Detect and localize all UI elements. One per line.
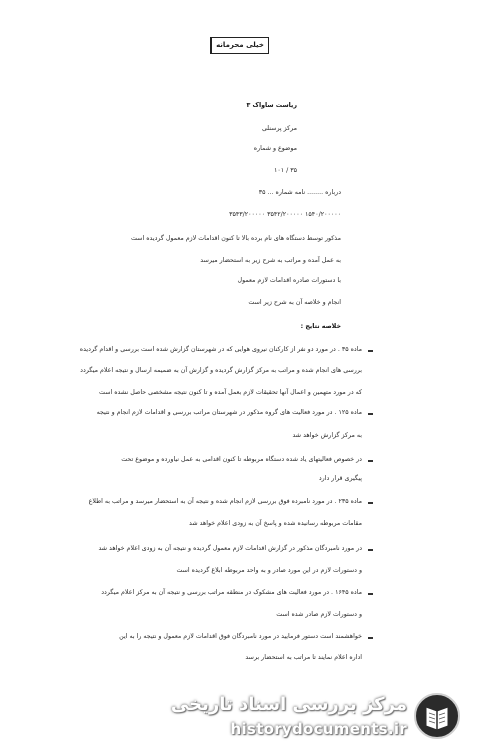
paragraph-5-line-1: در مورد نامبردگان مذکور در گزارش اقدامات لازم معمول گردیده و نتیجه آن به زودی اعلام خواهد شد xyxy=(98,545,362,552)
intro-line-1: مذکور توسط دستگاه های نام برده بالا تا کنون اقدامات لازم معمول گردیده است xyxy=(131,235,341,242)
classification-stamp: خیلی محرمانه xyxy=(210,37,269,54)
paragraph-2-line-2: به مرکز گزارش خواهد شد xyxy=(292,432,362,439)
recipient-line-3: موضوع و شماره xyxy=(253,145,297,152)
paragraph-5-line-2: و دستورات لازم در این مورد صادر و به واحد مربوطه ابلاغ گردیده است xyxy=(176,567,362,574)
paragraph-3-line-2: پیگیری قرار دارد xyxy=(318,475,362,482)
paragraph-1-line-2: بررسی های انجام شده و مراتب به مرکز گزارش گردیده و گزارش آن به ضمیمه ارسال و نتیجه اعلام میگردد xyxy=(80,367,362,374)
bullet-marker xyxy=(368,350,373,352)
paragraph-7-line-1: خواهشمند است دستور فرمایید در مورد نامبردگان فوق اقدامات لازم معمول و نتیجه را به این xyxy=(119,633,362,640)
bullet-marker xyxy=(368,549,373,551)
bullet-marker xyxy=(368,502,373,504)
paragraph-7-line-2: اداره اعلام نمایند تا مراتب به استحضار برسد xyxy=(245,654,362,661)
paragraph-2-line-1: ماده ۱۲۵ . در مورد فعالیت های گروه مذکور در شهرستان مراتب بررسی و اقدامات لازم انجام و نتیجه xyxy=(96,409,362,416)
paragraph-1-line-3: که در مورد متهمین و اعمال آنها تحقیقات لازم بعمل آمده و تا کنون نتیجه مشخصی حاصل نشده است xyxy=(99,389,362,396)
recipient-line-2: مرکز پرسنلی xyxy=(261,125,297,132)
reference-line-2: ۱۵۴۰/۲۰۰۰۰۰ ۳۵۴۲/۲۰۰۰۰۰ ۳۵۴۳/۲۰۰۰۰۰ xyxy=(229,211,341,218)
paragraph-1-line-1: ماده ۳۵ . در مورد دو نفر از کارکنان نیروی هوایی که در شهرستان گزارش شده است بررسی و اقدام گردیده xyxy=(79,346,362,353)
paragraph-4-line-1: ماده ۲۳۵ . در مورد نامبرده فوق بررسی لازم انجام شده و نتیجه آن به استحضار میرسد و مراتب به اطلاع xyxy=(88,498,362,505)
bullet-marker xyxy=(368,637,373,639)
book-logo-icon xyxy=(413,692,461,740)
bullet-marker xyxy=(368,413,373,415)
recipient-line-1: ریاست ساواک ۳ xyxy=(246,102,297,109)
reference-line-1: درباره ........ نامه شماره ... ۳۵ xyxy=(258,189,341,196)
paragraph-6-line-1: ماده ۱۶۴۵ . در مورد فعالیت های مشکوک در منطقه مراتب بررسی و نتیجه آن به مرکز اعلام میگردد xyxy=(101,589,362,596)
paragraph-4-line-2: مقامات مربوطه رسانیده شده و پاسخ آن به زودی اعلام خواهد شد xyxy=(189,520,362,527)
section-heading: خلاصه نتایج : xyxy=(300,323,341,330)
bullet-marker xyxy=(368,593,373,595)
bullet-marker xyxy=(368,460,373,462)
intro-line-3: با دستورات صادره اقدامات لازم معمول xyxy=(237,277,341,284)
intro-line-2: به عمل آمده و مراتب به شرح زیر به استحضار میرسد xyxy=(200,257,341,264)
archive-name: مرکز بررسی اسناد تاریخی xyxy=(170,694,407,715)
paragraph-3-line-1: در خصوص فعالیتهای یاد شده دستگاه مربوطه تا کنون اقدامی به عمل نیاورده و موضوع تحت xyxy=(121,456,362,463)
recipient-line-4: ۳۵ / ۱۰۱ xyxy=(273,167,297,174)
paragraph-6-line-2: و دستورات لازم صادر شده است xyxy=(276,611,362,618)
archive-url[interactable]: historydocuments.ir xyxy=(230,720,407,738)
intro-line-4: انجام و خلاصه آن به شرح زیر است xyxy=(248,299,341,306)
